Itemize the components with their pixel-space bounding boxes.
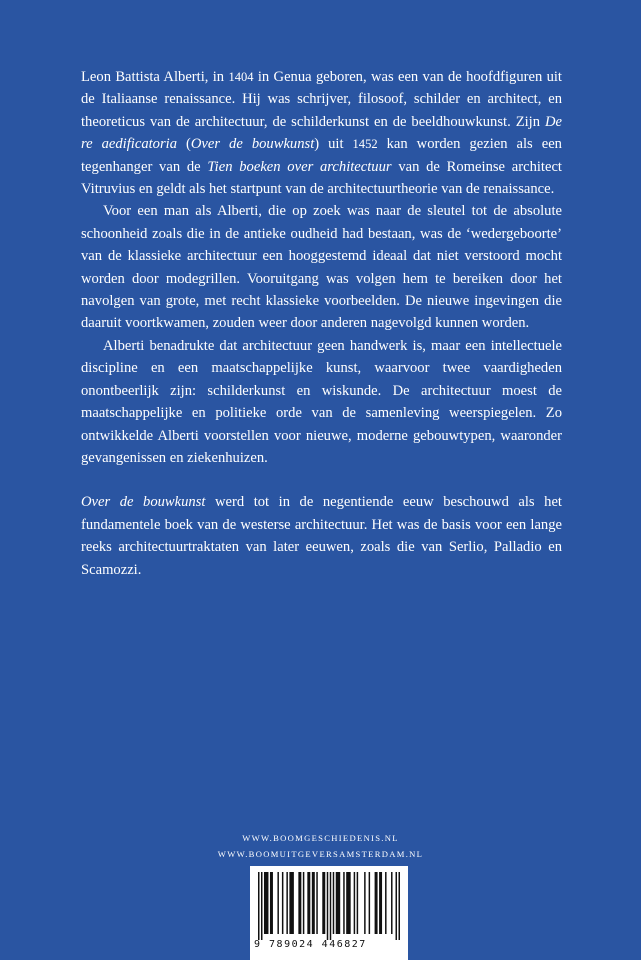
paragraph-3 [81, 335, 562, 469]
barcode-bar [264, 872, 268, 934]
barcode-bar [286, 872, 287, 934]
barcode-bar [307, 872, 310, 934]
barcode-bar [391, 872, 392, 934]
barcode-bar [277, 872, 278, 934]
text-run: van de Romeinse architect Vitruvius en geldt als het startpunt van de architectuurtheorie van de renaissance. [81, 158, 562, 198]
barcode-bar [346, 872, 350, 934]
barcode-bar [303, 872, 304, 934]
italic-title: De re aedificatoria [81, 113, 562, 153]
barcode-guard-bar [327, 872, 328, 940]
url-boom-geschiedenis[interactable]: WWW.BOOMGESCHIEDENIS.NL [242, 833, 399, 843]
blurb-text [81, 66, 562, 581]
paragraph-4 [81, 491, 562, 581]
barcode-bar [385, 872, 386, 934]
barcode-bar [282, 872, 283, 934]
barcode-bar [316, 872, 317, 934]
text-run: ) uit [314, 136, 353, 153]
year-number: 1452 [352, 137, 378, 152]
year-number: 1404 [228, 70, 254, 84]
italic-title: Over de bouwkunst [81, 494, 206, 511]
isbn-digits: 9 789024 446827 [254, 939, 367, 950]
barcode-bar [357, 872, 358, 934]
barcode-bar [336, 872, 340, 934]
text-run: ( [177, 136, 191, 153]
barcode-bar [364, 872, 365, 934]
barcode-bar [289, 872, 293, 934]
barcode-guard-bar [330, 872, 331, 940]
text-run: Voor een man als Alberti, die op zoek was naar de sleutel tot de absolute schoonheid zoals die in de antieke oudheid had bestaan, was de ‘wedergeboorte’ van de klassieke architectuur een hooggestemd ideaal dat niet verstoord mocht worden door modegrillen. Vooruitgang was volgen hem te bereiken door het navolgen van grote, met recht klassieke voorbeelden. De nieuwe ingevingen die daaruit voortkwamen, zouden weer door anderen nagevolgd kunnen worden. [81, 203, 562, 332]
text-run: in Genua geboren, was een van de hoofdfiguren uit de Italiaanse renaissance. Hij was schrijver, filosoof, schilder en architect, en theoreticus van de architectuur, de schilderkunst en de beeldhouwkunst. Zijn [81, 69, 562, 130]
barcode-bar [322, 872, 325, 934]
publisher-urls [0, 830, 641, 862]
text-run: Leon Battista Alberti, in [81, 69, 229, 85]
text-run: Alberti benadrukte dat architectuur geen handwerk is, maar een intellectuele discipline en een maatschappelijke kunst, waarvoor twee vaardigheden onontbeerlijk zijn: schilderkunst en wiskunde. De architectuur moest de maatschappelijke en politieke orde van de samenleving weerspiegelen. Zo ontwikkelde Alberti voorstellen voor nieuwe, moderne gebouwtypen, waaronder gevangenissen en ziekenhuizen. [81, 337, 562, 466]
barcode-bar [333, 872, 334, 934]
barcode-bar [343, 872, 344, 934]
barcode-guard-bar [396, 872, 397, 940]
url-boom-uitgevers[interactable]: WWW.BOOMUITGEVERSAMSTERDAM.NL [217, 849, 424, 859]
barcode-bar [379, 872, 382, 934]
italic-title: Over de bouwkunst [190, 136, 315, 153]
barcode-bar [298, 872, 301, 934]
barcode-bar [375, 872, 378, 934]
ean-barcode [258, 872, 400, 940]
barcode-guard-bar [258, 872, 259, 940]
barcode-label [250, 866, 408, 960]
text-run: kan worden gezien als een tegenhanger van de [81, 136, 562, 175]
italic-title: Tien boeken over architectuur [207, 158, 392, 175]
barcode-guard-bar [261, 872, 262, 940]
barcode-bar [354, 872, 355, 934]
barcode-guard-bar [399, 872, 400, 940]
barcode-bar [270, 872, 273, 934]
paragraph-2 [81, 200, 562, 334]
text-run: werd tot in de negentiende eeuw beschouwd als het fundamentele boek van de westerse architectuur. Het was de basis voor een lange reeks architectuurtraktaten van later eeuwen, zoals die van Serlio, Palladio en Scamozzi. [81, 494, 562, 578]
paragraph-1 [81, 66, 562, 200]
barcode-bar [312, 872, 315, 934]
barcode-bar [369, 872, 370, 934]
